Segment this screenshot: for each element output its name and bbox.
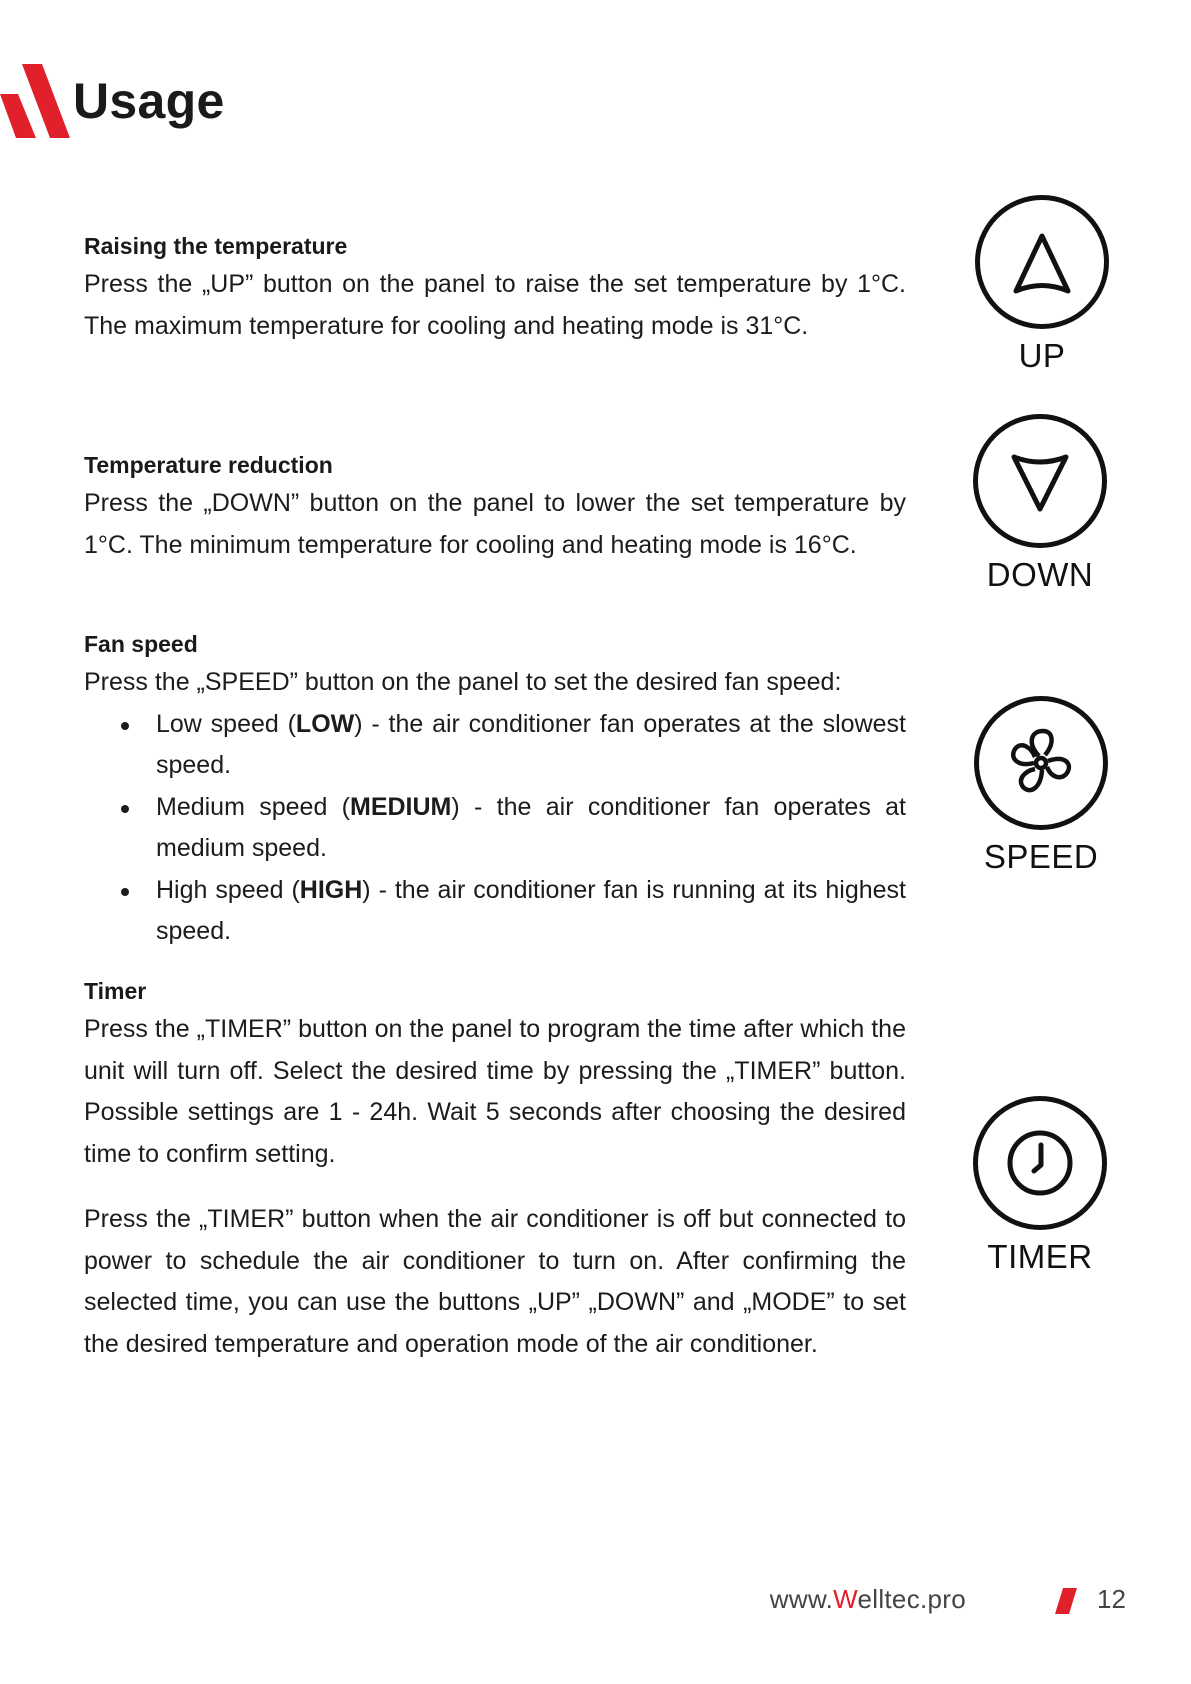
- list-item: Medium speed (MEDIUM) - the air conditioner fan operates at medium speed.: [84, 787, 906, 870]
- section-heading: Timer: [84, 978, 147, 1004]
- control-label: TIMER: [987, 1238, 1093, 1275]
- section-timer: [84, 978, 906, 1365]
- up-button-ring: [975, 195, 1109, 329]
- section-text: Press the „SPEED” button on the panel to set the desired fan speed:: [84, 668, 842, 696]
- clock-icon: [978, 1101, 1102, 1225]
- section-heading: Raising the temperature: [84, 233, 348, 259]
- section-heading: Temperature reduction: [84, 452, 333, 478]
- timer-button-ring: [973, 1096, 1107, 1230]
- down-triangle-icon: [978, 419, 1102, 543]
- control-label: UP: [1018, 337, 1066, 374]
- section-raising-temperature: [84, 233, 906, 347]
- brand-slash-icon: [1055, 1588, 1077, 1614]
- brand-slash-logo: [0, 64, 76, 138]
- up-triangle-icon: [980, 200, 1104, 324]
- down-control: [960, 414, 1120, 594]
- page-title: Usage: [73, 73, 225, 129]
- speed-button-ring: [974, 696, 1108, 830]
- section-heading: Fan speed: [84, 631, 198, 657]
- down-button-ring: [973, 414, 1107, 548]
- section-fan-speed: [84, 631, 906, 953]
- website-link[interactable]: www.Welltec.pro: [769, 1584, 966, 1614]
- control-label: SPEED: [983, 838, 1099, 875]
- up-control: [962, 195, 1122, 375]
- section-text: Press the „TIMER” button on the panel to program the time after which the unit will turn off. Select the desired time by pressing the „TIMER” button. Possible settings are 1 - 24h. Wait 5 seconds after choosing the desired time to confirm setting.: [84, 1015, 906, 1168]
- control-label: DOWN: [986, 556, 1094, 593]
- list-item: High speed (HIGH) - the air conditioner fan is running at its highest speed.: [84, 870, 906, 953]
- section-temperature-reduction: [84, 452, 906, 566]
- section-text: Press the „UP” button on the panel to raise the set temperature by 1°C. The maximum temperature for cooling and heating mode is 31°C.: [84, 270, 906, 340]
- timer-control: [960, 1096, 1120, 1276]
- fan-speed-list: [84, 704, 906, 953]
- page-number: 12: [1097, 1584, 1126, 1614]
- section-text: Press the „DOWN” button on the panel to lower the set temperature by 1°C. The minimum temperature for cooling and heating mode is 16°C.: [84, 489, 906, 559]
- page-footer: [0, 1584, 1191, 1624]
- fan-icon: [979, 701, 1103, 825]
- speed-control: [961, 696, 1121, 876]
- list-item: Low speed (LOW) - the air conditioner fan operates at the slowest speed.: [84, 704, 906, 787]
- section-text: Press the „TIMER” button when the air conditioner is off but connected to power to schedule the air conditioner to turn on. After confirming the selected time, you can use the buttons „UP” „DOWN” and „MODE” to set the desired temperature and operation mode of the air conditioner.: [84, 1205, 906, 1358]
